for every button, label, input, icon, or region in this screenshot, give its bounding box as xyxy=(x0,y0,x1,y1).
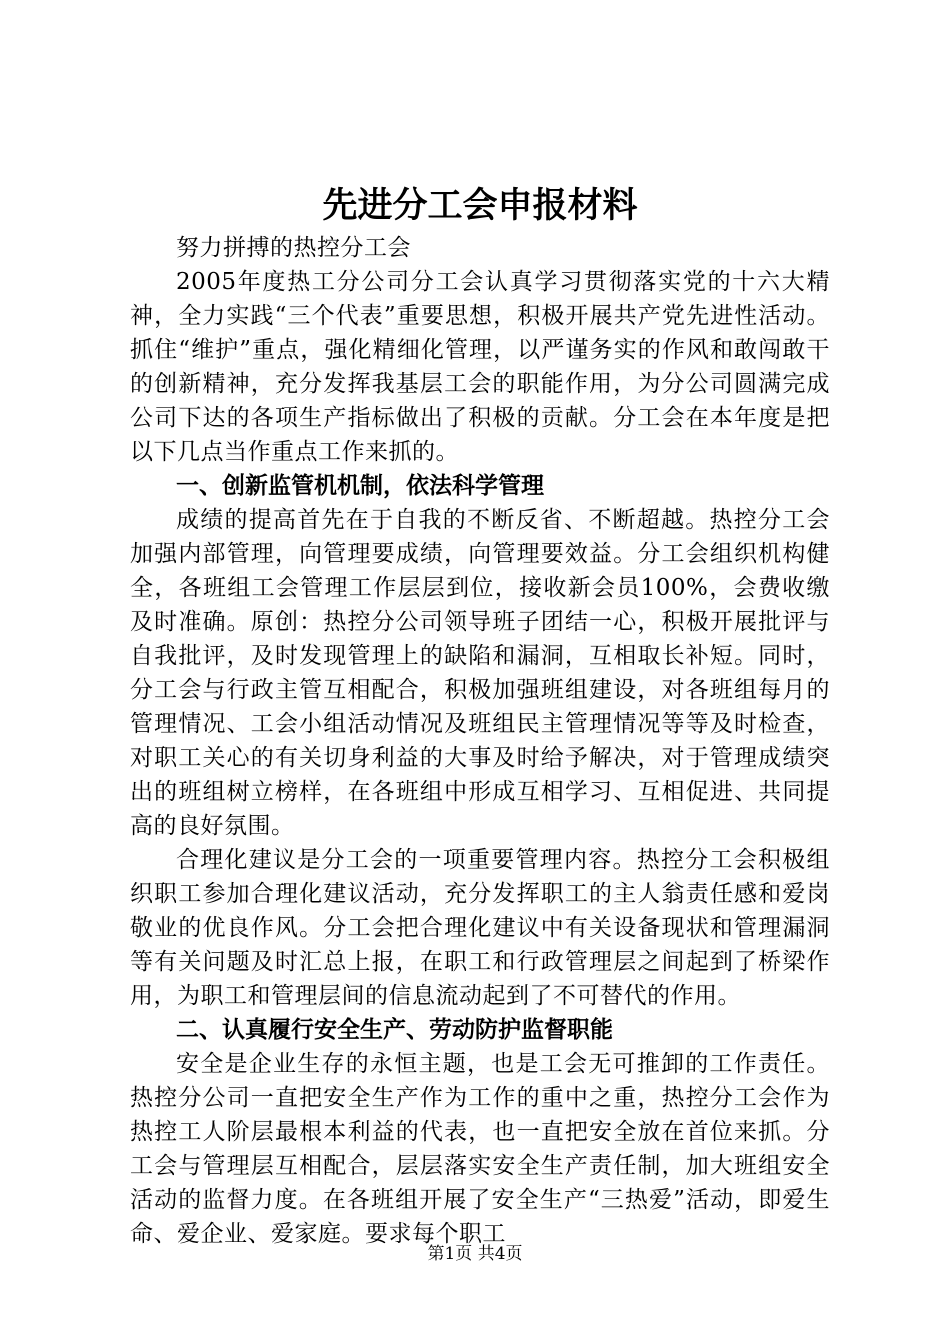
document-title: 先进分工会申报材料 xyxy=(322,186,638,226)
section-2-paragraph-1: 安全是企业生存的永恒主题，也是工会无可推卸的工作责任。热控分公司一直把安全生产作为工作的重中之重，热控分工会作为热控工人阶层最根本利益的代表，也一直把安全放在首位来抓。分工会与管理层互相配合，层层落实安全生产责任制，加大班组安全活动的监督力度。在各班组开展了安全生产“三热爱”活动，即爱生命、爱企业、爱家庭。要求每个职工 xyxy=(130,1051,830,1247)
section-1-heading: 一、创新监管机机制，依法科学管理 xyxy=(176,473,544,499)
section-2-heading: 二、认真履行安全生产、劳动防护监督职能 xyxy=(176,1017,613,1043)
page-footer: 第1页 共4页 xyxy=(427,1244,523,1264)
section-1-paragraph-1: 成绩的提高首先在于自我的不断反省、不断超越。热控分工会加强内部管理，向管理要成绩，向管理要效益。分工会组织机构健全，各班组工会管理工作层层到位，接收新会员100%，会费收缴及时准确。原创：热控分公司领导班子团结一心，积极开展批评与自我批评，及时发现管理上的缺陷和漏洞，互相取长补短。同时，分工会与行政主管互相配合，积极加强班组建设，对各班组每月的管理情况、工会小组活动情况及班组民主管理情况等等及时检查，对职工关心的有关切身利益的大事及时给予解决，对于管理成绩突出的班组树立榜样，在各班组中形成互相学习、互相促进、共同提高的良好氛围。 xyxy=(130,507,830,839)
section-1-paragraph-2: 合理化建议是分工会的一项重要管理内容。热控分工会积极组织职工参加合理化建议活动，充分发挥职工的主人翁责任感和爱岗敬业的优良作风。分工会把合理化建议中有关设备现状和管理漏洞等有关问题及时汇总上报，在职工和行政管理层之间起到了桥梁作用，为职工和管理层间的信息流动起到了不可替代的作用。 xyxy=(130,847,830,1009)
document-page xyxy=(130,183,830,1251)
intro-paragraph: 2005年度热工分公司分工会认真学习贯彻落实党的十六大精神，全力实践“三个代表”重要思想，积极开展共产党先进性活动。抓住“维护”重点，强化精细化管理，以严谨务实的作风和敢闯敢干的创新精神，充分发挥我基层工会的职能作用，为分公司圆满完成公司下达的各项生产指标做出了积极的贡献。分工会在本年度是把以下几点当作重点工作来抓的。 xyxy=(130,269,830,465)
document-subtitle: 努力拼搏的热控分工会 xyxy=(176,235,411,261)
